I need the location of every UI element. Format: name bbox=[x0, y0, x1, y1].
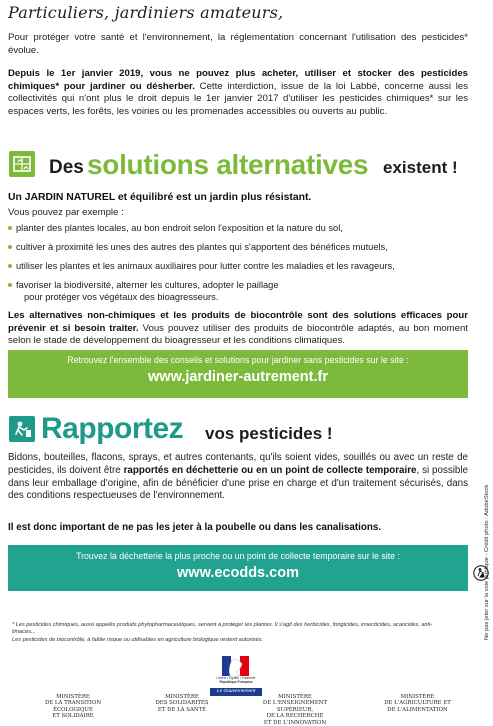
side-credit: Ne pas jeter sur la voie publique - Crédit photo : AdobeStock bbox=[484, 484, 490, 640]
ecodds-box-text: Trouvez la déchetterie la plus proche ou un point de collecte temporaire sur le site : bbox=[76, 551, 400, 561]
list-item-continuation: pour protéger vos végétaux des bioagresseurs. bbox=[24, 292, 219, 302]
logo-republic: République Française bbox=[219, 679, 253, 684]
section-alternatives-title: solutions alternatives bbox=[87, 149, 369, 180]
logo-government: Le Gouvernement bbox=[216, 689, 256, 694]
footnote-1: * Les pesticides chimiques, aussi appelés produits phytopharmaceutiques, servent à protéger les plantes. Il s'agit des herbicides, fongicides, insecticides, acaricides, anti-limaces... bbox=[12, 622, 433, 636]
bullet-icon bbox=[8, 245, 12, 249]
bullet-icon bbox=[8, 283, 12, 287]
return-paragraph: Bidons, bouteilles, flacons, sprays, et autres contenants, qu'ils soient vides, souillés ou avec un reste de pesticides, ils doivent être rapportés en déchetterie ou en un point de collecte temporaire, si possible dans leur emballage d'origine, afin de bénéficier d'une prise en charge et d'un traitement sécurisés, dans des conditions respectueuses de l'environnement. bbox=[8, 452, 468, 502]
government-logo bbox=[210, 654, 262, 696]
jardiner-box-text: Retrouvez l'ensemble des conseils et solutions pour jardiner sans pesticides sur le site : bbox=[67, 355, 409, 365]
ecodds-box bbox=[8, 545, 468, 591]
list-item: favoriser la biodiversité, alterner les cultures, adopter le paillage pour protéger vos végétaux des bioagresseurs. bbox=[8, 279, 468, 303]
list-item: cultiver à proximité les unes des autres des plantes qui s'apportent des bénéfices mutuels, bbox=[8, 241, 468, 253]
ecodds-link[interactable]: www.ecodds.com bbox=[177, 565, 299, 581]
footnote-2: Les pesticides de biocontrôle, à faible risque ou utilisables en agriculture biologique restent autorisés. bbox=[12, 636, 263, 643]
ministry-ecology: MINISTÈRE DE LA TRANSITION ÉCOLOGIQUE ET SOLIDAIRE bbox=[44, 694, 102, 720]
biocontrol-paragraph bbox=[8, 310, 468, 348]
section-return-heading bbox=[7, 412, 479, 448]
page-title: Particuliers, jardiniers amateurs, bbox=[8, 3, 284, 22]
regulation-paragraph bbox=[8, 68, 468, 118]
logo-motto: Liberté • Égalité • Fraternité bbox=[216, 676, 256, 680]
biocontrol-rest: Vous pouvez utiliser des produits de biocontrôle adaptés, au bon moment selon le stade de développement du bioagresseur et les conditions climatiques. bbox=[8, 322, 468, 347]
ministry-agriculture: MINISTÈRE DE L'AGRICULTURE ET DE L'ALIMENTATION bbox=[384, 694, 451, 713]
bullet-icon bbox=[8, 264, 12, 268]
regulation-bold: Depuis le 1er janvier 2019, vous ne pouvez plus acheter, utiliser et stocker des pesticides chimiques* pour jardiner ou désherber. bbox=[8, 68, 468, 92]
biocontrol-bold: Les alternatives non-chimiques et les produits de biocontrôle sont des solutions efficaces pour prévenir et si besoin traiter. bbox=[8, 310, 468, 334]
section-alternatives-pre: Des bbox=[49, 157, 84, 178]
bullet-icon bbox=[8, 226, 12, 230]
ministry-health: MINISTÈRE DES SOLIDARITÉS ET DE LA SANTÉ bbox=[155, 694, 209, 713]
return-bold: rapportés en déchetterie ou en un point de collecte temporaire bbox=[123, 464, 417, 476]
alternatives-list bbox=[8, 222, 468, 310]
garden-icon bbox=[9, 151, 35, 177]
jardiner-autrement-link[interactable]: www.jardiner-autrement.fr bbox=[148, 369, 328, 385]
natural-garden-subtitle: Un JARDIN NATUREL et équilibré est un jardin plus résistant. bbox=[8, 192, 312, 203]
ministry-research: MINISTÈRE DE L'ENSEIGNEMENT SUPÉRIEUR, DE LA RECHERCHE ET DE L'INNOVATION bbox=[262, 694, 328, 726]
section-alternatives-post: existent ! bbox=[383, 158, 458, 177]
jardiner-autrement-box bbox=[8, 350, 468, 398]
list-item: utiliser les plantes et les animaux auxiliaires pour lutter contre les maladies et les ravageurs, bbox=[8, 260, 468, 272]
section-return-title: Rapportez bbox=[41, 412, 184, 445]
section-alternatives-heading bbox=[7, 147, 479, 181]
recycle-bin-icon bbox=[9, 416, 35, 442]
section-return-post: vos pesticides ! bbox=[205, 424, 333, 443]
intro-text: Pour protéger votre santé et l'environnement, la réglementation concernant l'utilisation des pesticides* évolue. bbox=[8, 32, 468, 56]
intro-paragraph bbox=[8, 32, 468, 57]
examples-lead: Vous pouvez par exemple : bbox=[8, 207, 124, 218]
list-item: planter des plantes locales, au bon endroit selon l'exposition et la nature du sol, bbox=[8, 222, 468, 234]
disposal-warning: Il est donc important de ne pas les jeter à la poubelle ou dans les canalisations. bbox=[8, 522, 382, 533]
regulation-rest: Cette interdiction, issue de la loi Labbé, concerne aussi les collectivités qui n'ont plus le droit depuis le 1er janvier 2017 d'utiliser les pesticides chimiques* sur les espaces verts, les forêts, les voiries ou les promenades accessibles ou ouverts au public. bbox=[8, 80, 468, 117]
footnotes bbox=[12, 622, 452, 644]
